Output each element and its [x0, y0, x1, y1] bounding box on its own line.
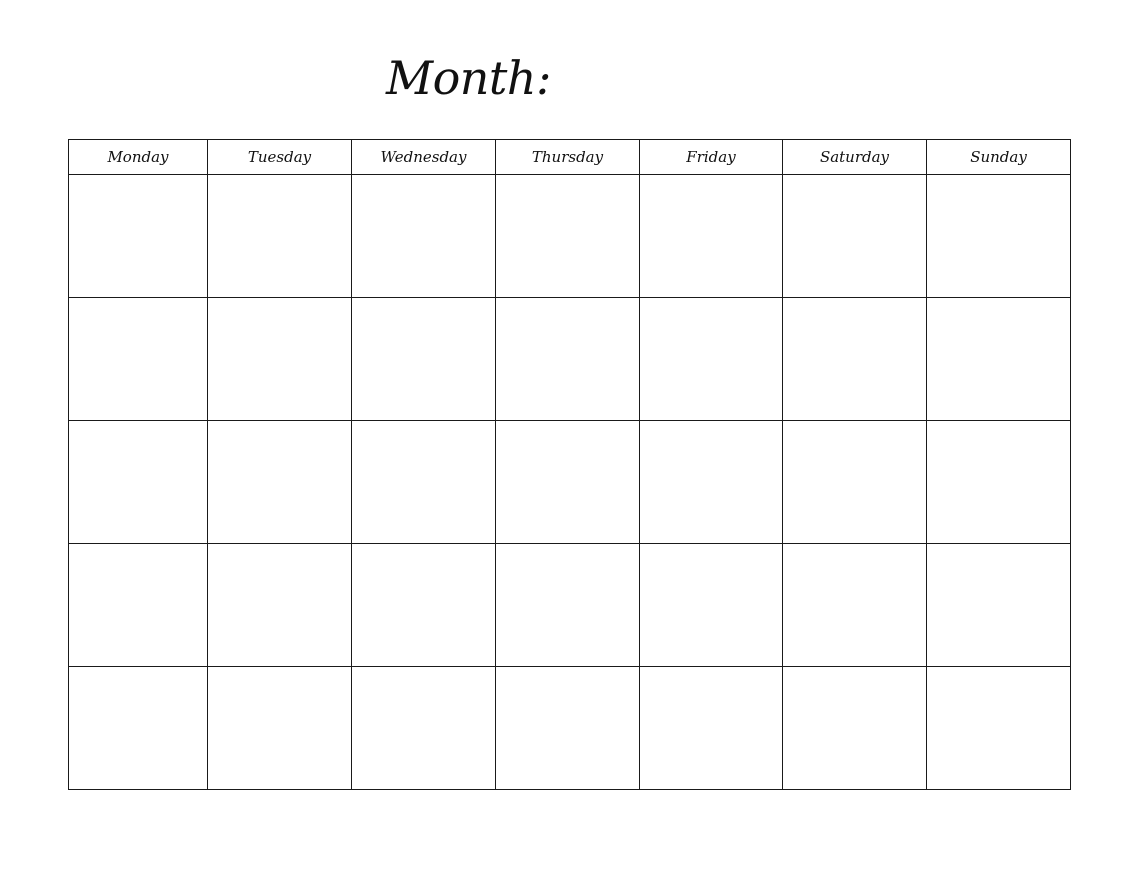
day-cell[interactable] — [640, 544, 783, 667]
day-cell[interactable] — [496, 667, 640, 790]
weekday-header-saturday: Saturday — [783, 140, 927, 175]
day-cell[interactable] — [208, 175, 352, 298]
day-cell[interactable] — [640, 175, 783, 298]
day-cell[interactable] — [69, 544, 208, 667]
day-cell[interactable] — [496, 544, 640, 667]
weekday-header-thursday: Thursday — [496, 140, 640, 175]
month-title: Month: — [386, 51, 552, 105]
week-row — [69, 298, 1071, 421]
week-row — [69, 544, 1071, 667]
day-cell[interactable] — [208, 298, 352, 421]
day-cell[interactable] — [69, 421, 208, 544]
day-cell[interactable] — [496, 175, 640, 298]
day-cell[interactable] — [208, 544, 352, 667]
day-cell[interactable] — [69, 298, 208, 421]
day-cell[interactable] — [352, 667, 496, 790]
day-cell[interactable] — [927, 175, 1071, 298]
weekday-header-sunday: Sunday — [927, 140, 1071, 175]
day-cell[interactable] — [783, 175, 927, 298]
day-cell[interactable] — [69, 175, 208, 298]
day-cell[interactable] — [208, 421, 352, 544]
weekday-header-friday: Friday — [640, 140, 783, 175]
day-cell[interactable] — [496, 421, 640, 544]
day-cell[interactable] — [927, 298, 1071, 421]
weekday-header-monday: Monday — [69, 140, 208, 175]
day-cell[interactable] — [352, 298, 496, 421]
week-row — [69, 421, 1071, 544]
day-cell[interactable] — [352, 175, 496, 298]
week-row — [69, 175, 1071, 298]
calendar-grid — [68, 139, 1071, 790]
day-cell[interactable] — [927, 544, 1071, 667]
day-cell[interactable] — [496, 298, 640, 421]
day-cell[interactable] — [69, 667, 208, 790]
weekday-header-row — [69, 140, 1071, 175]
day-cell[interactable] — [783, 544, 927, 667]
day-cell[interactable] — [927, 421, 1071, 544]
day-cell[interactable] — [640, 667, 783, 790]
day-cell[interactable] — [208, 667, 352, 790]
weekday-header-wednesday: Wednesday — [352, 140, 496, 175]
day-cell[interactable] — [783, 421, 927, 544]
day-cell[interactable] — [352, 544, 496, 667]
day-cell[interactable] — [783, 667, 927, 790]
week-row — [69, 667, 1071, 790]
day-cell[interactable] — [640, 298, 783, 421]
weekday-header-tuesday: Tuesday — [208, 140, 352, 175]
day-cell[interactable] — [927, 667, 1071, 790]
day-cell[interactable] — [783, 298, 927, 421]
day-cell[interactable] — [352, 421, 496, 544]
day-cell[interactable] — [640, 421, 783, 544]
